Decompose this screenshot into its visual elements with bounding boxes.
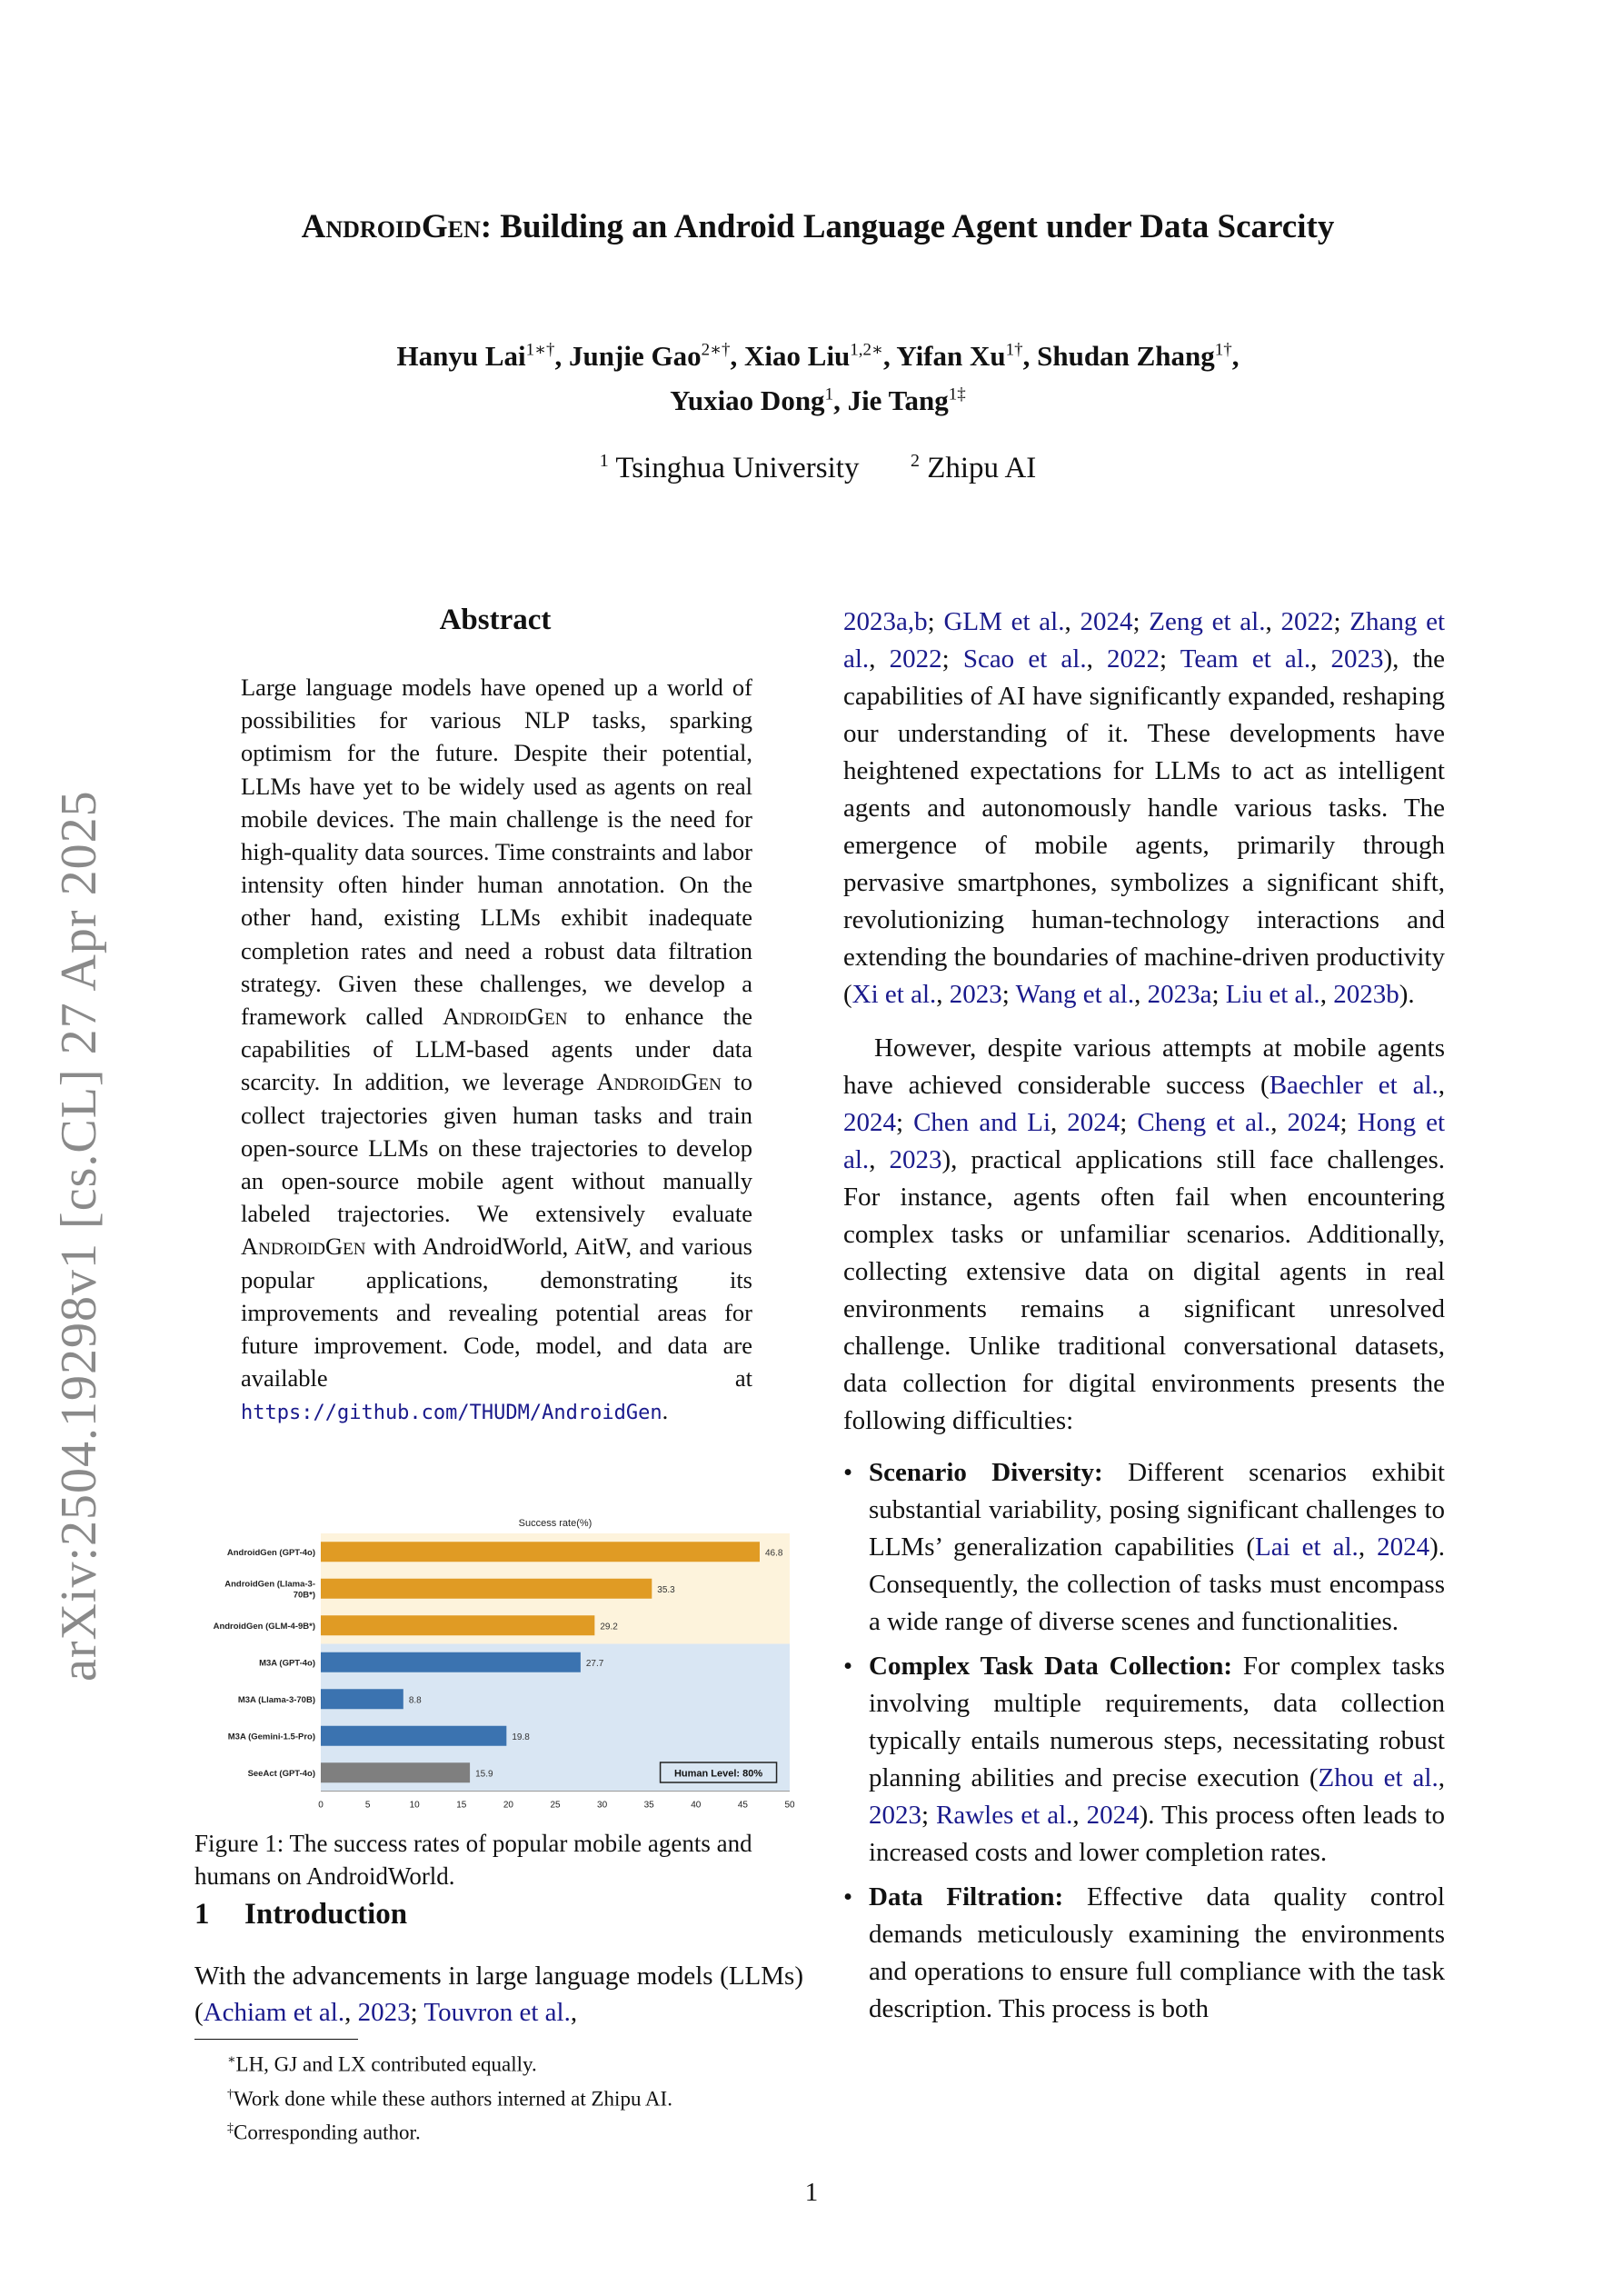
list-item: • Data Filtration: Effective data quality control demands meticulously examining the environments and operations to ensure full compliance with the task description. This process is both bbox=[843, 1882, 1445, 2023]
bar bbox=[321, 1689, 403, 1709]
chart-title: Success rate(%) bbox=[518, 1518, 592, 1529]
affiliation: $^1$ Tsinghua University bbox=[599, 450, 860, 484]
citation-link[interactable]: Touvron et al. bbox=[423, 1998, 571, 2027]
author-line-2 bbox=[136, 375, 1499, 419]
x-tick-label: 0 bbox=[318, 1800, 324, 1811]
list-item: • Scenario Diversity: Different scenarios exhibit substantial variability, posing significant challenges to LLMs’ generalization capabilities (Lai et al., 2024). Consequently, the collection of tasks must encompass a wide range of diverse scenes and functionalities. bbox=[843, 1458, 1445, 1636]
author-line-1 bbox=[136, 332, 1499, 375]
x-tick-label: 50 bbox=[784, 1800, 795, 1811]
x-tick-label: 25 bbox=[550, 1800, 561, 1811]
category-label: AndroidGen (GPT-4o) bbox=[226, 1547, 315, 1558]
footnote-rule bbox=[194, 2039, 358, 2040]
bar-value-label: 8.8 bbox=[408, 1695, 422, 1706]
bar bbox=[321, 1762, 470, 1782]
bar-value-label: 46.8 bbox=[764, 1548, 783, 1559]
x-tick-label: 15 bbox=[456, 1800, 467, 1811]
page-number: 1 bbox=[804, 2178, 819, 2207]
bar bbox=[321, 1615, 594, 1635]
abstract-heading: Abstract bbox=[439, 604, 552, 636]
section-heading: 1 Introduction bbox=[194, 1898, 408, 1931]
bar-value-label: 29.2 bbox=[600, 1622, 618, 1632]
figure-1 bbox=[194, 1513, 802, 1811]
list-item: • Complex Task Data Collection: For complex tasks involving multiple requirements, data collection typically entails numerous steps, necessitating robust planning abilities and precise execution (Zhou et al., 2023; Rawles et al., 2024). This process often leads to increased costs and lower completion rates. bbox=[843, 1652, 1445, 1867]
affiliation: $^2$ Zhipu AI bbox=[910, 450, 1037, 484]
bar bbox=[321, 1652, 581, 1672]
category-label: SeeAct (GPT-4o) bbox=[247, 1768, 315, 1779]
footnote: ∗LH, GJ and LX contributed equally. bbox=[227, 2052, 537, 2076]
bar-value-label: 15.9 bbox=[475, 1769, 493, 1780]
system-name: AndroidGen bbox=[301, 208, 481, 245]
footnotes bbox=[227, 2045, 809, 2148]
intro-text: With the advancements in large language models (LLMs) (Achiam et al., 2023; Touvron et al., bbox=[194, 1962, 803, 2027]
human-level-annotation: Human Level: 80% bbox=[673, 1768, 763, 1780]
bar-value-label: 27.7 bbox=[585, 1658, 604, 1669]
arxiv-stamp: arXiv:2504.19298v1 [cs.CL] 27 Apr 2025 bbox=[51, 790, 107, 1682]
paragraph: 2023a,b; GLM et al., 2024; Zeng et al., 2022; Zhang et al., 2022; Scao et al., 2022; Team et al., 2023), the capabilities of AI have significantly expanded, reshaping our understanding of it. These developments have heightened expectations for LLMs to act as intelligent agents and autonomously handle various tasks. The emergence of mobile agents, primarily through pervasive smartphones, symbolizes a significant shift, revolutionizing human-technology interactions and extending the boundaries of machine-driven productivity (Xi et al., 2023; Wang et al., 2023a; Liu et al., 2023b). bbox=[843, 607, 1446, 1009]
author: Hanyu Lai$^{1∗\dagger}$, bbox=[396, 340, 570, 373]
category-label: M3A (Gemini-1.5-Pro) bbox=[227, 1732, 315, 1742]
category-label: M3A (GPT-4o) bbox=[259, 1658, 315, 1669]
figure-caption: Figure 1: The success rates of popular mobile agents and humans on AndroidWorld. bbox=[194, 1830, 752, 1890]
bar-value-label: 35.3 bbox=[657, 1584, 675, 1595]
category-label: M3A (Llama-3-70B) bbox=[237, 1694, 315, 1705]
category-label: AndroidGen (Llama-3- bbox=[224, 1579, 315, 1590]
x-tick-label: 20 bbox=[503, 1800, 513, 1811]
abstract-text: Large language models have opened up a world of possibilities for various NLP tasks, sparking optimism for the future. Despite their potential, LLMs have yet to be widely used as agents on real mobile devices. The main challenge is the need for high-quality data sources. Time constraints and labor intensity often hinder human annotation. On the other hand, existing LLMs exhibit inadequate completion rates and need a robust data filtration strategy. Given these challenges, we develop a framework called AndroidGen to enhance the capabilities of LLM-based agents under data scarcity. In addition, we leverage AndroidGen to collect trajectories given human tasks and train open-source LLMs on these trajectories to develop an open-source mobile agent without manually labeled trajectories. We extensively evaluate AndroidGen with AndroidWorld, AitW, and various popular applications, demonstrating its improvements and revealing potential areas for future improvement. Code, model, and data are available at https://github.com/THUDM/AndroidGen. bbox=[241, 674, 752, 1425]
bar bbox=[321, 1579, 652, 1599]
x-tick-label: 10 bbox=[409, 1800, 420, 1811]
x-tick-label: 35 bbox=[643, 1800, 654, 1811]
x-tick-label: 40 bbox=[691, 1800, 702, 1811]
bar-value-label: 19.8 bbox=[512, 1732, 530, 1742]
author: Yifan $Xu^{1\dagger}$, bbox=[896, 340, 1038, 373]
author: Yuxiao Dong$^1$, bbox=[670, 384, 848, 416]
category-label: AndroidGen (GLM-4-9B*) bbox=[213, 1621, 315, 1632]
author-list bbox=[136, 332, 1499, 420]
title-text: : Building an Android Language Agent under Data Scarcity bbox=[480, 208, 1335, 245]
footnote: †Work done while these authors interned at Zhipu AI. bbox=[227, 2087, 672, 2111]
author: Xiao Liu$^{1,2∗}$, bbox=[744, 340, 897, 373]
citation-link[interactable]: 2023 bbox=[357, 1998, 411, 2027]
right-column bbox=[843, 604, 1445, 2035]
affiliations bbox=[136, 451, 1499, 485]
success-rate-chart bbox=[194, 1513, 802, 1811]
paper-title bbox=[136, 207, 1499, 246]
x-tick-label: 30 bbox=[597, 1800, 608, 1811]
x-tick-label: 5 bbox=[364, 1800, 371, 1811]
author: Jie Tang$^{1\ddagger}$ bbox=[847, 384, 966, 416]
x-tick-label: 45 bbox=[737, 1800, 748, 1811]
author: Shudan Zhang$^{1\dagger}$, bbox=[1037, 340, 1240, 373]
title-block bbox=[136, 207, 1499, 485]
code-link[interactable]: https://github.com/THUDM/AndroidGen bbox=[241, 1402, 662, 1425]
bar bbox=[321, 1542, 760, 1562]
category-label: 70B*) bbox=[293, 1590, 315, 1601]
bar bbox=[321, 1726, 506, 1746]
citation-link[interactable]: Achiam et al. bbox=[203, 1998, 345, 2027]
footnote: ‡Corresponding author. bbox=[227, 2121, 421, 2144]
paragraph: However, despite various attempts at mobile agents have achieved considerable success (Baechler et al., 2024; Chen and Li, 2024; Cheng et al., 2024; Hong et al., 2023), practical applications still face challenges. For instance, agents often fail when encountering complex tasks or unfamiliar scenarios. Additionally, collecting extensive data on digital agents in real environments remains a significant unresolved challenge. Unlike traditional conversational datasets, data collection for digital environments presents the following difficulties: bbox=[843, 1033, 1446, 1435]
author: Junjie Gao$^{2∗\dagger}$, bbox=[569, 340, 745, 373]
difficulty-list bbox=[843, 1454, 1445, 2028]
